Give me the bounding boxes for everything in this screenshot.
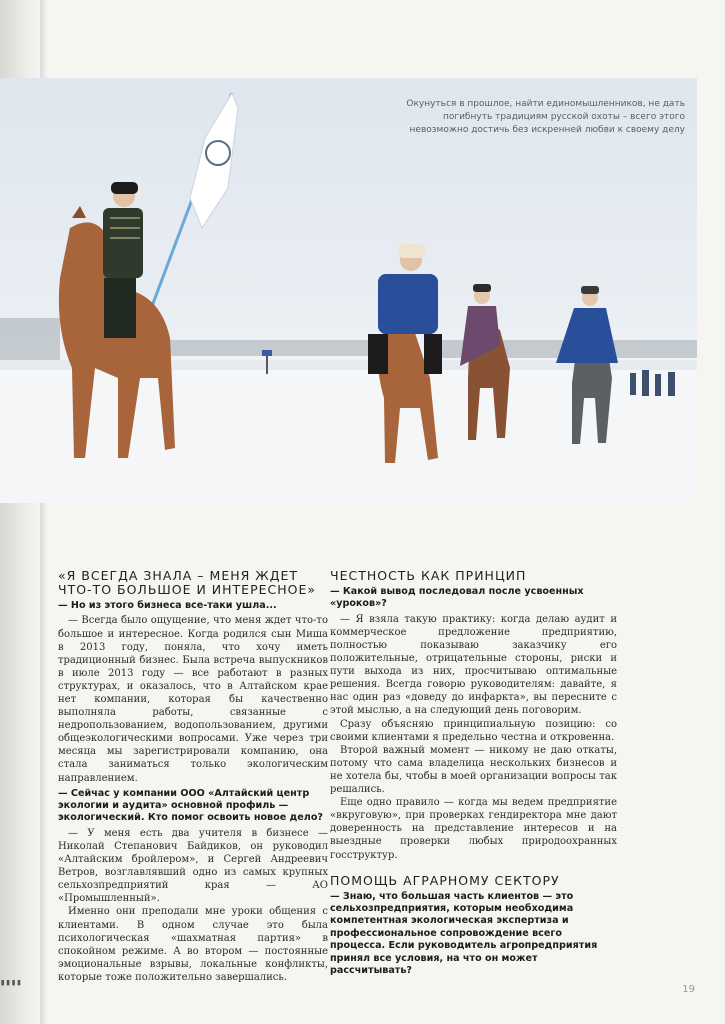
left-column [58,569,328,984]
paragraph: Еще одно правило — когда мы ведем предприятие «вкруговую», при проверках гендиректора мне дают доверенность на представление интересов и на выездные проверки любых природоохранных госструктур. [330,797,617,861]
hero-photo [0,78,697,503]
right-column [330,569,617,979]
interview-question: — Сейчас у компании ООО «Алтайский центр экологии и аудита» основной профиль — экологический. Кто помог освоить новое дело? [58,787,323,824]
sign-post [266,354,268,374]
paragraph: Второй важный момент — никому не даю откаты, потому что сама владелица нескольких бизнесов и не хотела бы, чтобы в моей организации вопросы так решались. [330,744,617,796]
section-heading-agrarian: ПОМОЩЬ АГРАРНОМУ СЕКТОРУ [330,872,560,888]
riders-illustration [0,78,697,503]
section-heading-left: «Я ВСЕГДА ЗНАЛА – МЕНЯ ЖДЕТ ЧТО-ТО БОЛЬШОЕ И ИНТЕРЕСНОЕ» [58,568,317,597]
section-heading-honesty: ЧЕСТНОСТЬ КАК ПРИНЦИП [330,568,527,583]
interview-question: — Какой вывод последовал после усвоенных «уроков»? [330,586,584,610]
paragraph: Именно они преподали мне уроки общения с клиентами. В одном случае это была психологическая «шахматная партия» в спокойном режиме. А во втором — постоянные эмоциональные взрывы, локальные конфликты, которые тоже положительно завершались. [58,906,328,983]
paragraph: Сразу объясняю принципиальную позицию: со своими клиентами я предельно честна и откровенна. [330,718,617,743]
printer-mark: ▮▮▮▮ [0,978,22,988]
interview-question: — Но из этого бизнеса все-таки ушла... [58,600,277,611]
paragraph: — У меня есть два учителя в бизнесе — Николай Степанович Байдиков, он руководил «Алтайским бройлером», и Сергей Андреевич Ветров, возглавлявший одно из самых крупных сельхозпредприятий края — АО «Промышленный». [58,827,328,905]
paragraph: — Я взяла такую практику: когда делаю аудит и коммерческое предложение предприятию, полностью показываю заказчику его положительные, отрицательные стороны, риски и пути выхода из них, просчитываю оптимальные решения. Всегда говорю руководителям: давайте, я нас один раз «доведу до инфаркта», вы пересните с этой мыслью, а на следующий день поговорим. [330,613,617,717]
interview-question: — Знаю, что большая часть клиентов — это сельхозпредприятия, которым необходима компетентная экологическая экспертиза и профессиональное сопровождение всего процесса. Если руководитель агропредприятия принял все условия, на что он может рассчитывать? [330,890,598,977]
page-number: 19 [682,984,695,995]
photo-caption: Окунуться в прошлое, найти единомышленников, не дать погибнуть традициям русской охоты – всего этого невозможно достичь без искренней любви к своему делу [406,99,685,135]
paragraph: — Всегда было ощущение, что меня ждет что-то большое и интересное. Когда родился сын Миша в 2013 году, поняла, что хочу иметь традиционный бизнес. Была встреча выпускников в июле 2013 году — все работают в разных структурах, и оказалось, что в Алтайском крае нет компании, которая бы качественно выполняла работы, связанные с недропользованием, водопользованием, другими общеэкологическими вопросами. Уже через три месяца мы зарегистрировали компанию, она стала заниматься только экологическим направлением. [58,615,328,784]
